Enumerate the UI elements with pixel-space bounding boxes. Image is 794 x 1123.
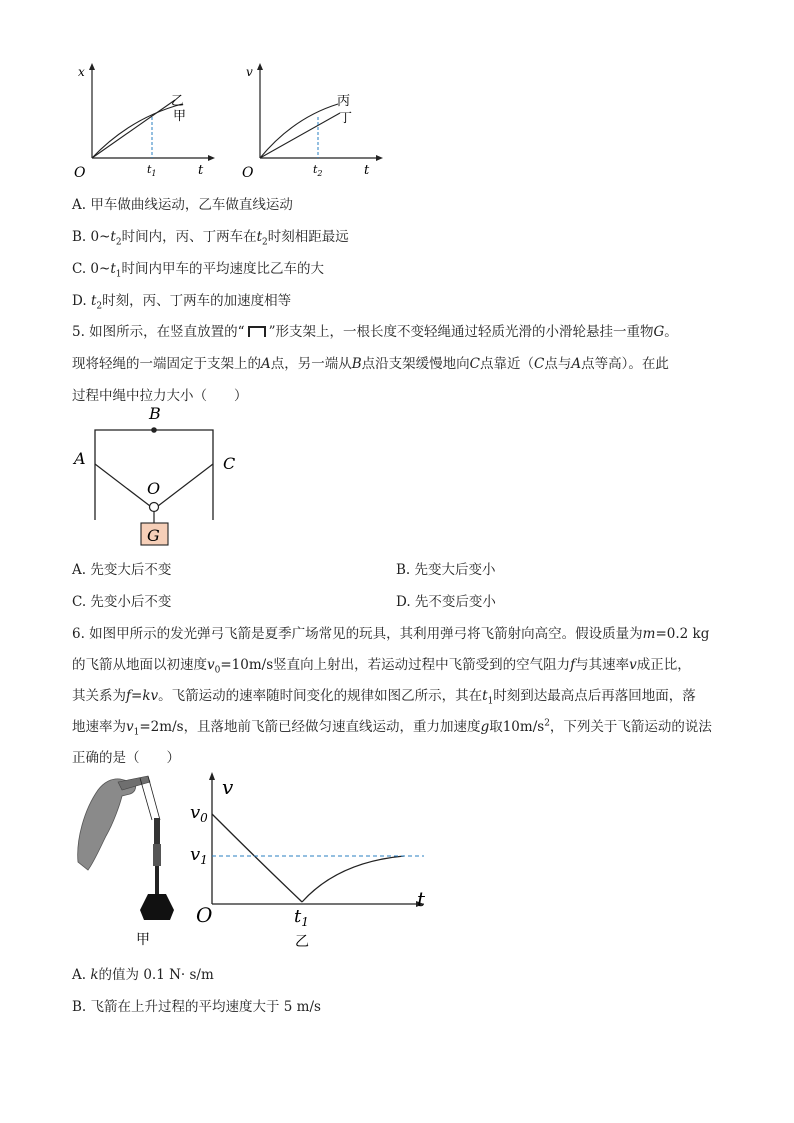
svg-text:t: t [364,163,370,178]
svg-text:v1: $v_1$ [190,844,208,867]
ascent-curve [212,814,302,902]
svg-text:t1: $t_1$ [147,163,157,178]
svg-text:O: O [74,165,86,181]
curve-jia [92,104,182,158]
q5-option-d[interactable]: D. 先不变后变小 [396,594,496,610]
q5-stem-line2: 现将轻绳的一端固定于支架上的A点，另一端从B点沿支架缓慢地向C点靠近（C点与A点等高）。在此 [72,356,669,372]
svg-text:O: O [147,479,161,498]
svg-text:B: B [149,404,161,423]
svg-text:t1: $t_1$ [294,906,309,929]
svg-text:t2: $t_2$ [313,163,323,178]
q6-option-b[interactable]: B. 飞箭在上升过程的平均速度大于 5 m/s [72,999,321,1015]
q6-stem-line2: 的飞箭从地面以初速度$v_0=10m/s$竖直向上射出，若运动过程中飞箭受到的空气阻力f与其速率v成正比， [72,657,691,676]
svg-text:v: v [222,775,234,799]
xt-graph [70,60,215,185]
svg-text:A: A [74,449,86,468]
q6-vt-graph [188,770,428,952]
svg-text:t: t [198,163,204,178]
q4-option-d[interactable]: D. $t_2$时刻，丙、丁两车的加速度相等 [72,293,292,312]
line-ding [260,113,340,158]
q6-stem-line3: 其关系为f=kv。飞箭运动的速率随时间变化的规律如图乙所示，其在$t_1$时刻到达最高点后再落回地面，落 [72,688,696,707]
q5-option-c[interactable]: C. 先变小后不变 [72,594,172,610]
svg-text:乙: 乙 [295,934,309,950]
curve-bing [260,104,338,158]
svg-text:O: O [242,165,254,181]
vt-graph [238,60,383,185]
q6-stem-line1: 6. 如图甲所示的发光弹弓飞箭是夏季广场常见的玩具，其利用弹弓将飞箭射向高空。假设质量为m=0.2 kg [72,626,710,642]
svg-text:C: C [223,454,236,473]
q6-stem-line4: 地速率为$v_1=2m/s$，且落地前飞箭已经做匀速直线运动，重力加速度g取$10m/s^2$，下列关于飞箭运动的说法 [72,718,712,738]
q4-option-c[interactable]: C. $0\sim t_1$时间内甲车的平均速度比乙车的大 [72,261,325,280]
q6-stem-line5: 正确的是（ ） [72,750,180,766]
q5-diagram [70,402,250,550]
svg-text:丙: 丙 [337,94,351,109]
svg-text:x: x [78,65,85,79]
q4-option-b[interactable]: B. $0\sim t_2$时间内，丙、丁两车在$t_2$时刻相距最远 [72,229,349,248]
q5-stem-line3: 过程中绳中拉力大小（ ） [72,388,248,404]
svg-text:甲: 甲 [173,109,187,124]
svg-text:乙: 乙 [171,94,185,109]
svg-text:v: v [246,65,253,79]
q6-option-a[interactable]: A. k的值为 0.1 N· s/m [72,967,214,983]
svg-text:O: O [196,903,213,927]
q5-option-b[interactable]: B. 先变大后变小 [396,562,496,578]
q5-option-a[interactable]: A. 先变大后不变 [72,562,172,578]
line-yi [92,100,175,158]
slingshot-photo [70,770,190,950]
svg-text:G: G [147,526,160,545]
svg-text:v0: $v_0$ [190,802,208,825]
svg-text:丁: 丁 [339,111,353,126]
svg-text:甲: 甲 [136,932,150,948]
descent-curve [302,856,404,902]
q5-stem-line1: 5. 如图所示，在竖直放置的“ ”形支架上，一根长度不变轻绳通过轻质光滑的小滑轮悬挂一重物G。 [72,324,678,340]
svg-text:t: t [417,887,426,911]
bracket-icon [248,326,266,337]
q4-option-a[interactable]: A. 甲车做曲线运动，乙车做直线运动 [72,197,293,213]
